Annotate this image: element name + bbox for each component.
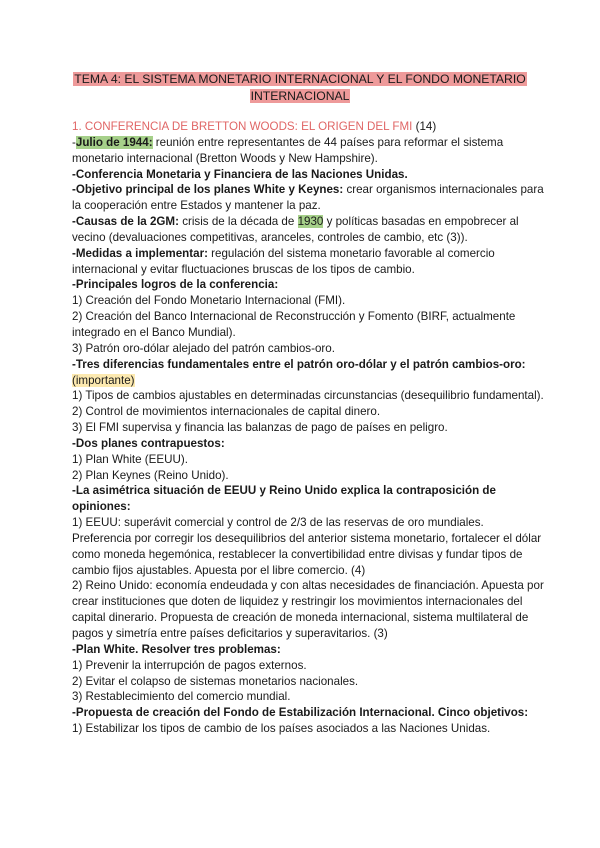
list-item: 2) Evitar el colapso de sistemas monetarios nacionales. <box>72 674 359 688</box>
paragraph-causas <box>72 214 544 246</box>
list-item: 1) Creación del Fondo Monetario Internacional (FMI). <box>72 294 346 308</box>
paragraph-bold: -Medidas a implementar: <box>72 246 208 260</box>
title-line-1: TEMA 4: EL SISTEMA MONETARIO INTERNACIONAL Y EL FONDO MONETARIO <box>74 72 526 86</box>
list-item: 1) Plan White (EEUU). <box>72 452 188 466</box>
white-heading <box>72 642 544 658</box>
propuesta-heading <box>72 705 544 721</box>
list-item: 3) Restablecimiento del comercio mundial. <box>72 690 291 704</box>
heading-text: -Tres diferencias fundamentales entre el patrón oro-dólar y el patrón cambios-oro: <box>72 357 526 371</box>
paragraph-bold: -Objetivo principal de los planes White y Keynes: <box>72 183 344 197</box>
dash: - <box>72 135 76 149</box>
asimetrica-heading <box>72 483 544 515</box>
year-highlight: 1930 <box>297 215 324 229</box>
paragraph-text: y políticas basadas en empobrecer al vecino (devaluaciones competitivas, aranceles, controles de cambio, etc (3)). <box>72 215 519 244</box>
list-item: 1) Tipos de cambios ajustables en determinadas circunstancias (desequilibrio fundamental). <box>72 389 544 403</box>
paragraph-text: regulación del sistema monetario favorable al comercio internacional y evitar fluctuaciones bruscas de los tipos de cambio. <box>72 246 495 276</box>
heading-text: -La asimétrica situación de EEUU y Reino Unido explica la contraposición de opiniones: <box>72 484 496 514</box>
importante-note: (importante) <box>72 373 135 387</box>
section-heading-text: 1. CONFERENCIA DE BRETTON WOODS: EL ORIGEN DEL FMI <box>72 120 413 133</box>
document-body <box>72 119 544 737</box>
paragraph-bold: -Conferencia Monetaria y Financiera de las Naciones Unidas. <box>72 167 408 181</box>
list-item: 1) Estabilizar los tipos de cambio de los países asociados a las Naciones Unidas. <box>72 722 491 736</box>
list-item: 2) Reino Unido: economía endeudada y con altas necesidades de financiación. Apuesta por crear instituciones que doten de liquidez y restringir los movimientos internacionales del capital dinerario. Propuesta de creación de moneda internacional, sistema multilateral de pagos y simetría entre países deficitarios y superavitarios. (3) <box>72 579 544 640</box>
logros-heading <box>72 277 544 293</box>
list-item: 2) Control de movimientos internacionales de capital dinero. <box>72 405 381 419</box>
list-item: 3) Patrón oro-dólar alejado del patrón cambios-oro. <box>72 341 335 355</box>
heading-text: -Principales logros de la conferencia: <box>72 278 279 292</box>
list-item: 3) El FMI supervisa y financia las balanzas de pago de países en peligro. <box>72 421 448 435</box>
paragraph-julio-1944 <box>72 135 544 167</box>
planes-heading <box>72 436 544 452</box>
paragraph-objetivo <box>72 182 544 214</box>
heading-text: -Dos planes contrapuestos: <box>72 436 225 450</box>
paragraph-bold: -Causas de la 2GM: <box>72 215 179 229</box>
title-line-2: INTERNACIONAL <box>250 89 350 103</box>
paragraph-text: crisis de la década de <box>178 215 298 229</box>
page-title <box>0 71 600 105</box>
paragraph-conferencia <box>72 167 544 183</box>
heading-text: -Propuesta de creación del Fondo de Estabilización Internacional. Cinco objetivos: <box>72 706 529 720</box>
heading-text: -Plan White. Resolver tres problemas: <box>72 642 281 656</box>
section-page-ref: (14) <box>415 120 437 133</box>
list-item: 1) Prevenir la interrupción de pagos externos. <box>72 658 307 672</box>
list-item: 2) Plan Keynes (Reino Unido). <box>72 468 229 482</box>
paragraph-text: reunión entre representantes de 44 países para reformar el sistema monetario internacional (Bretton Woods y New Hampshire). <box>72 135 504 165</box>
list-item: 2) Creación del Banco Internacional de Reconstrucción y Fomento (BIRF, actualmente integrado en el Banco Mundial). <box>72 310 516 339</box>
paragraph-text: crear organismos internacionales para la cooperación entre Estados y mantener la paz. <box>72 183 544 213</box>
diferencias-heading <box>72 357 544 389</box>
list-item: 1) EEUU: superávit comercial y control de 2/3 de las reservas de oro mundiales. Preferencia por corregir los desequilibrios del anterior sistema monetario, fortalecer el dólar como moneda hegemónica, restablecer la convertibilidad entre divisas y fundar tipos de cambio fijos ajustables. Apuesta por el libre comercio. (4) <box>72 516 542 577</box>
section-heading <box>72 119 544 135</box>
date-highlight: Julio de 1944: <box>75 135 153 149</box>
paragraph-medidas <box>72 246 544 278</box>
